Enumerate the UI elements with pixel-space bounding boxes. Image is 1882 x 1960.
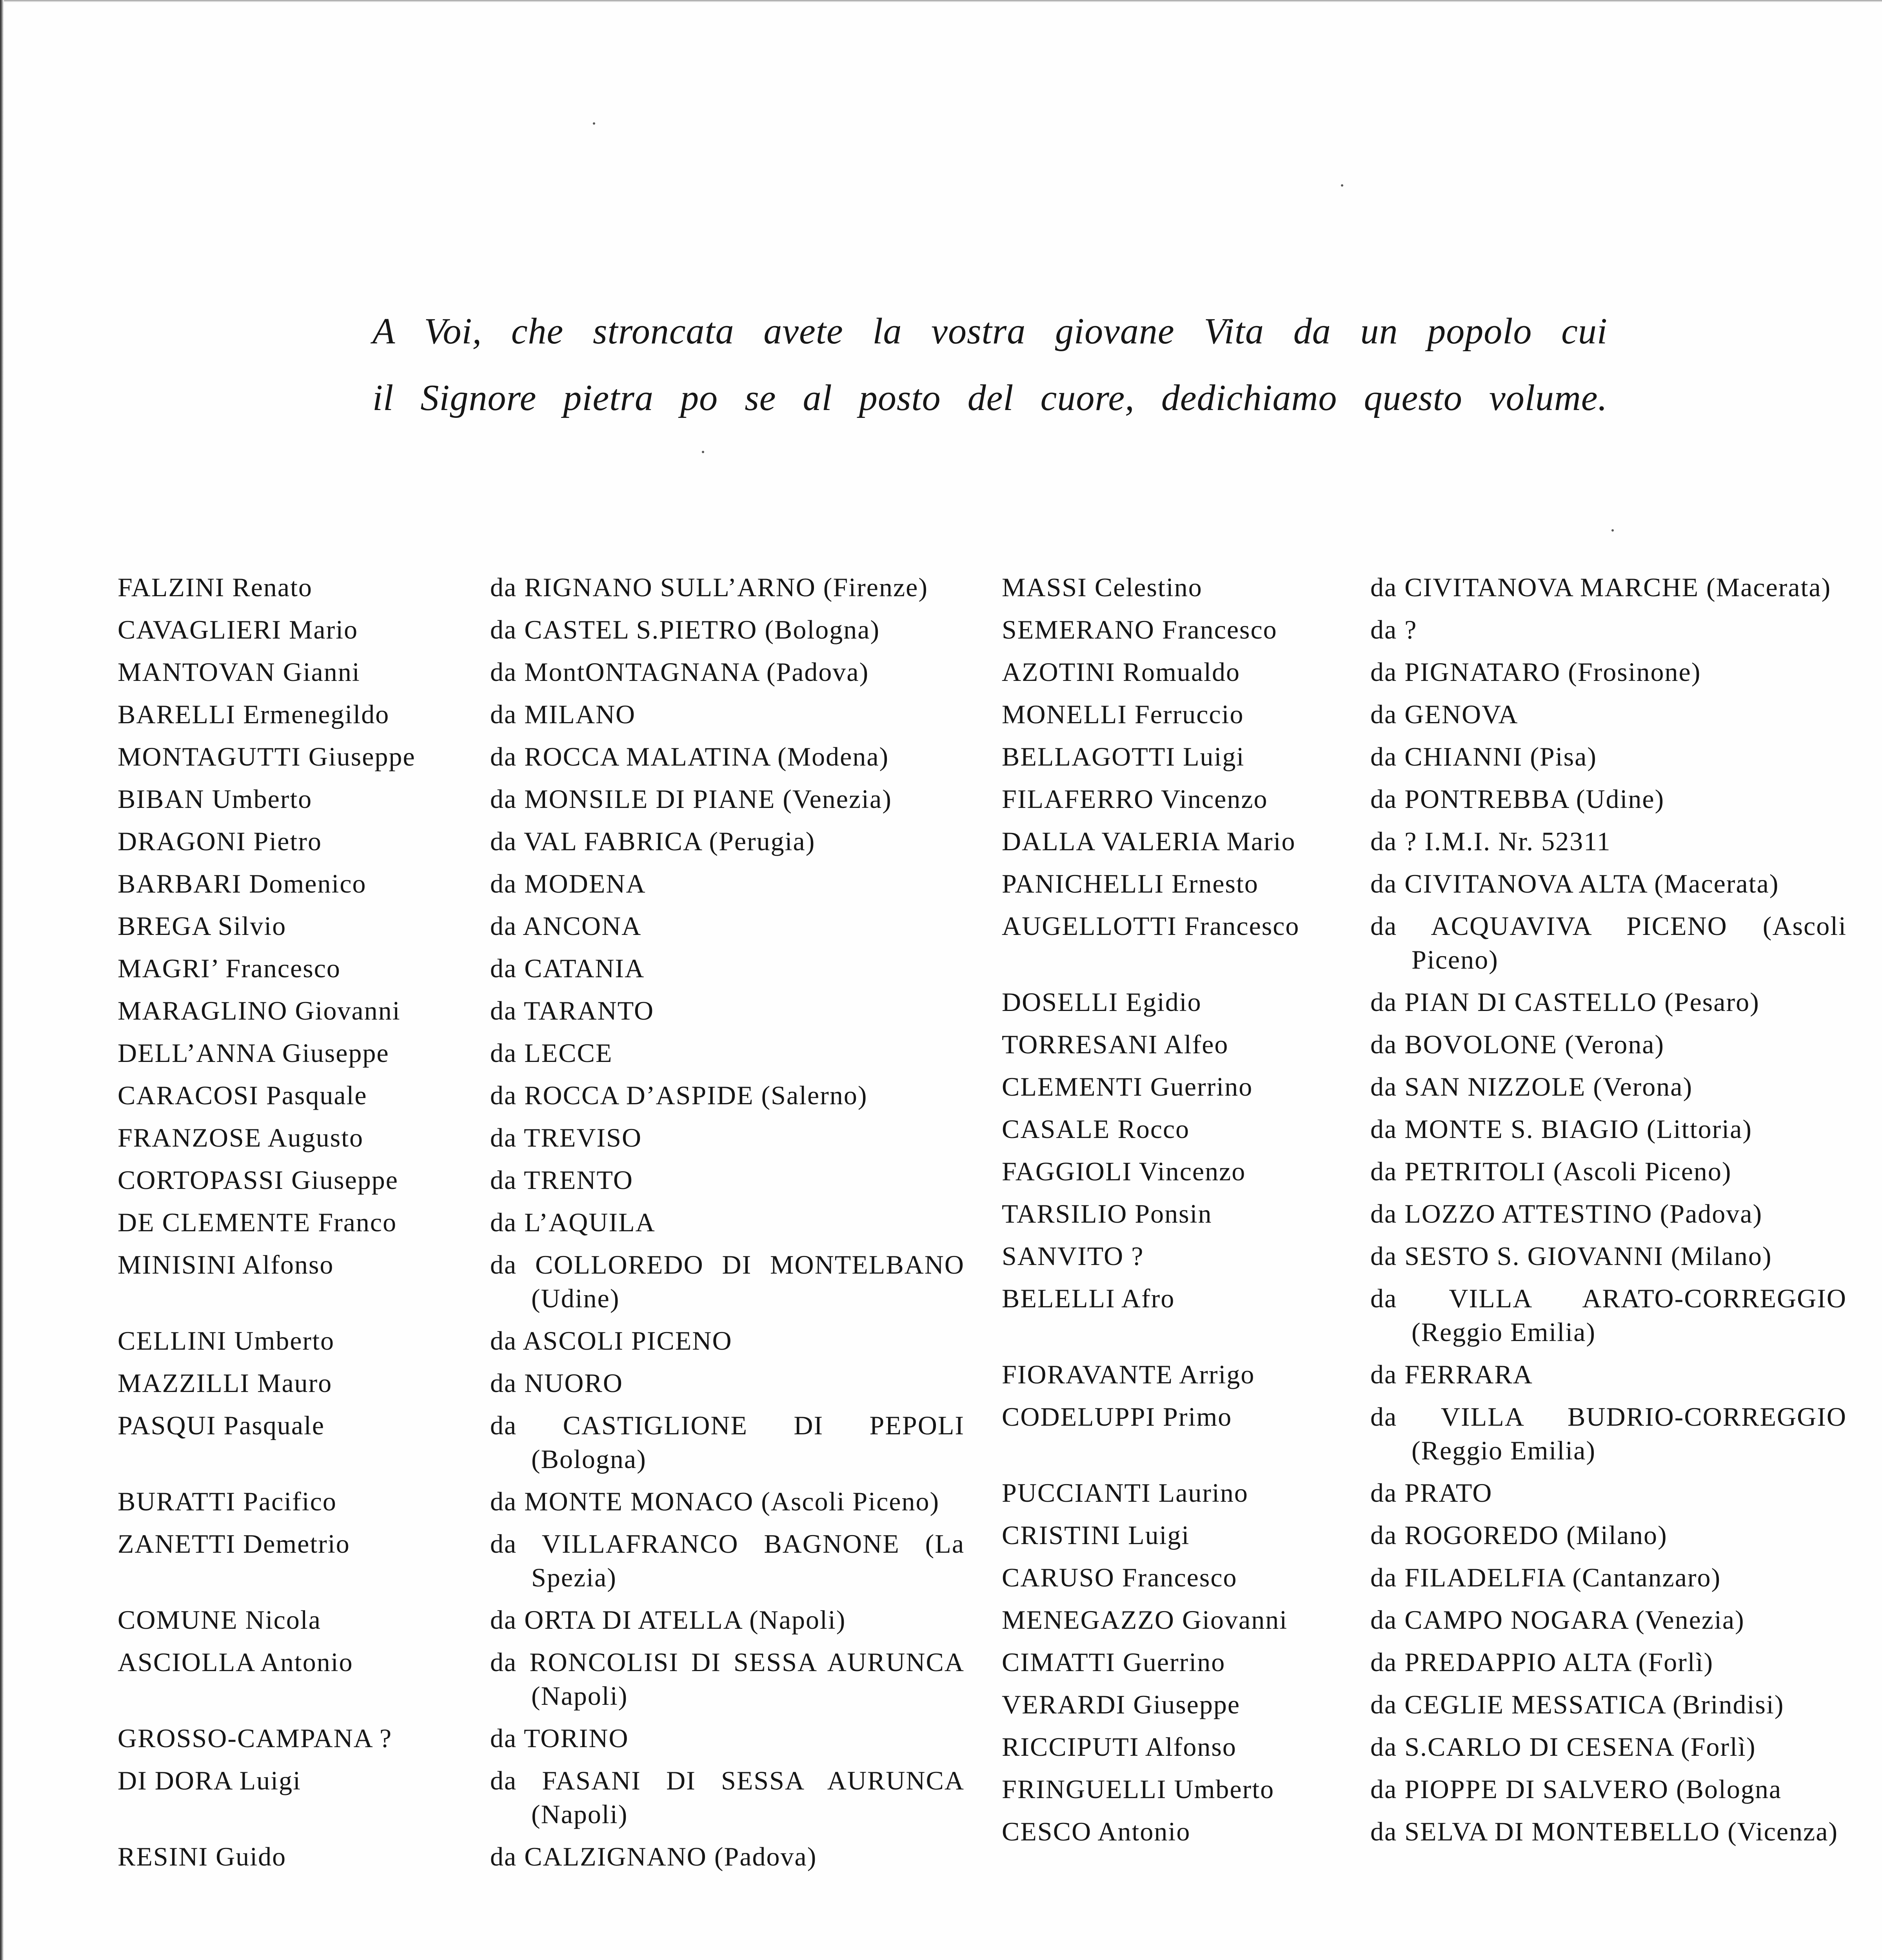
person-name: MAGRI’ Francesco <box>118 953 341 983</box>
person-name: DRAGONI Pietro <box>118 826 322 856</box>
hometown <box>490 951 965 985</box>
place-name: CIVITANOVA MARCHE (Macerata) <box>1404 572 1831 602</box>
list-entry <box>118 1603 965 1637</box>
hometown <box>490 1163 965 1197</box>
hometown <box>490 1324 965 1357</box>
hometown <box>490 994 965 1027</box>
list-entry <box>118 782 965 816</box>
from-word: da <box>1370 742 1397 771</box>
list-entry <box>118 1645 965 1713</box>
person-name: BARELLI Ermenegildo <box>118 699 390 729</box>
left-name-list <box>118 570 965 1882</box>
hometown <box>490 1527 965 1594</box>
from-word: da <box>490 1080 517 1110</box>
place-name: SESTO S. GIOVANNI (Milano) <box>1404 1241 1772 1271</box>
from-word: da <box>490 699 517 729</box>
list-entry <box>118 1248 965 1315</box>
scan-edge-left <box>0 0 4 1960</box>
dedication <box>372 298 1608 431</box>
hometown <box>490 697 965 731</box>
person-name: PUCCIANTI Laurino <box>1002 1478 1248 1508</box>
person-name: MARAGLINO Giovanni <box>118 996 401 1025</box>
list-entry <box>1002 985 1847 1019</box>
place-name: S.CARLO DI CESENA (Forlì) <box>1404 1732 1756 1762</box>
place-name: MONTE S. BIAGIO (Littoria) <box>1404 1114 1752 1144</box>
hometown <box>490 655 965 689</box>
scan-edge-top <box>0 0 1882 2</box>
person-name: FIORAVANTE Arrigo <box>1002 1359 1255 1389</box>
from-word: da <box>490 1207 517 1237</box>
list-entry <box>1002 1197 1847 1230</box>
hometown <box>1370 740 1847 773</box>
from-word: da <box>490 1723 517 1753</box>
from-word: da <box>490 1038 517 1068</box>
from-word: da <box>490 742 517 771</box>
hometown <box>1370 655 1847 689</box>
list-entry <box>118 824 965 858</box>
from-word: da <box>490 657 517 687</box>
list-entry <box>1002 697 1847 731</box>
from-word: da <box>1370 1478 1397 1508</box>
list-entry <box>1002 1815 1847 1848</box>
hometown <box>490 909 965 943</box>
person-name: RESINI Guido <box>118 1842 287 1871</box>
hometown <box>490 824 965 858</box>
person-name: SANVITO ? <box>1002 1241 1144 1271</box>
place-name: RIGNANO SULL’ARNO (Firenze) <box>524 572 928 602</box>
person-name: MASSI Celestino <box>1002 572 1203 602</box>
from-word: da <box>1370 1732 1397 1762</box>
person-name: GROSSO-CAMPANA ? <box>118 1723 392 1753</box>
place-name: COLLOREDO DI MONTELBANO (Udine) <box>531 1250 965 1313</box>
list-entry <box>118 1527 965 1594</box>
person-name: DOSELLI Egidio <box>1002 987 1202 1017</box>
hometown <box>1370 1070 1847 1103</box>
list-entry <box>118 740 965 773</box>
list-entry <box>1002 782 1847 816</box>
list-entry <box>1002 1518 1847 1552</box>
from-word: da <box>1370 1241 1397 1271</box>
place-name: PONTREBBA (Udine) <box>1404 784 1665 814</box>
from-word: da <box>490 911 517 941</box>
hometown <box>1370 1027 1847 1061</box>
hometown <box>490 1764 965 1831</box>
person-name: CESCO Antonio <box>1002 1817 1191 1846</box>
from-word: da <box>490 869 517 898</box>
hometown <box>1370 1154 1847 1188</box>
person-name: BELLAGOTTI Luigi <box>1002 742 1245 771</box>
list-entry <box>1002 740 1847 773</box>
person-name: TARSILIO Ponsin <box>1002 1199 1212 1229</box>
hometown <box>1370 1730 1847 1764</box>
person-name: MONELLI Ferruccio <box>1002 699 1244 729</box>
hometown <box>1370 613 1847 646</box>
hometown <box>1370 909 1847 976</box>
list-entry <box>1002 1561 1847 1594</box>
list-entry <box>1002 1154 1847 1188</box>
from-word: da <box>1370 1156 1397 1186</box>
list-entry <box>1002 1070 1847 1103</box>
place-name: CASTIGLIONE DI PEPOLI (Bologna) <box>531 1410 965 1474</box>
list-entry <box>1002 613 1847 646</box>
place-name: TRENTO <box>523 1165 633 1195</box>
place-name: ACQUAVIVA PICENO (Ascoli Piceno) <box>1412 911 1847 975</box>
person-name: SEMERANO Francesco <box>1002 615 1277 644</box>
place-name: LOZZO ATTESTINO (Padova) <box>1404 1199 1763 1229</box>
from-word: da <box>1370 1690 1397 1719</box>
from-word: da <box>1370 1647 1397 1677</box>
from-word: da <box>1370 1114 1397 1144</box>
person-name: CARUSO Francesco <box>1002 1563 1237 1592</box>
from-word: da <box>1370 1199 1397 1229</box>
from-word: da <box>490 826 517 856</box>
hometown <box>490 782 965 816</box>
hometown <box>490 1036 965 1070</box>
place-name: LECCE <box>524 1038 613 1068</box>
hometown <box>1370 1476 1847 1510</box>
list-entry <box>1002 1400 1847 1467</box>
place-name: PIOPPE DI SALVERO (Bologna <box>1404 1774 1782 1804</box>
person-name: PASQUI Pasquale <box>118 1410 325 1440</box>
from-word: da <box>490 1766 517 1795</box>
list-entry <box>118 1366 965 1400</box>
hometown <box>490 1078 965 1112</box>
place-name: MODENA <box>524 869 646 898</box>
hometown <box>490 1121 965 1154</box>
list-entry <box>118 1036 965 1070</box>
person-name: DALLA VALERIA Mario <box>1002 826 1296 856</box>
list-entry <box>118 1121 965 1154</box>
person-name: DE CLEMENTE Franco <box>118 1207 397 1237</box>
person-name: CARACOSI Pasquale <box>118 1080 367 1110</box>
list-entry <box>1002 1357 1847 1391</box>
list-entry <box>1002 867 1847 900</box>
place-name: ? I.M.I. Nr. 52311 <box>1404 826 1611 856</box>
place-name: CIVITANOVA ALTA (Macerata) <box>1404 869 1779 898</box>
hometown <box>490 1485 965 1518</box>
from-word: da <box>1370 1072 1397 1102</box>
person-name: MAZZILLI Mauro <box>118 1368 332 1398</box>
person-name: MENEGAZZO Giovanni <box>1002 1605 1288 1635</box>
person-name: FALZINI Renato <box>118 572 312 602</box>
place-name: MILANO <box>524 699 636 729</box>
list-entry <box>1002 1772 1847 1806</box>
list-entry <box>1002 655 1847 689</box>
from-word: da <box>1370 1283 1397 1313</box>
list-entry <box>1002 909 1847 976</box>
hometown <box>1370 985 1847 1019</box>
place-name: PREDAPPIO ALTA (Forlì) <box>1404 1647 1714 1677</box>
place-name: TORINO <box>523 1723 629 1753</box>
from-word: da <box>1370 615 1397 644</box>
list-entry <box>1002 1688 1847 1721</box>
list-entry <box>118 570 965 604</box>
from-word: da <box>1370 657 1397 687</box>
place-name: ? <box>1404 615 1417 644</box>
from-word: da <box>490 1165 517 1195</box>
place-name: GENOVA <box>1404 699 1519 729</box>
place-name: PETRITOLI (Ascoli Piceno) <box>1404 1156 1732 1186</box>
person-name: COMUNE Nicola <box>118 1605 321 1635</box>
person-name: MONTAGUTTI Giuseppe <box>118 742 416 771</box>
scan-speck <box>1341 184 1343 187</box>
dedication-line-1: A Voi, che stroncata avete la vostra giovane Vita da un popolo cui <box>372 311 1608 352</box>
place-name: ROCCA D’ASPIDE (Salerno) <box>524 1080 868 1110</box>
person-name: FRINGUELLI Umberto <box>1002 1774 1275 1804</box>
place-name: SAN NIZZOLE (Verona) <box>1404 1072 1693 1102</box>
from-word: da <box>1370 699 1397 729</box>
person-name: ZANETTI Demetrio <box>118 1529 350 1559</box>
from-word: da <box>490 1123 517 1152</box>
list-entry <box>1002 1239 1847 1273</box>
place-name: NUORO <box>524 1368 623 1398</box>
from-word: da <box>1370 826 1397 856</box>
hometown <box>490 1645 965 1713</box>
from-word: da <box>1370 1817 1397 1846</box>
list-entry <box>1002 1281 1847 1349</box>
from-word: da <box>490 1605 517 1635</box>
person-name: AUGELLOTTI Francesco <box>1002 911 1300 941</box>
place-name: MONSILE DI PIANE (Venezia) <box>524 784 892 814</box>
hometown <box>490 1248 965 1315</box>
dedication-line-2: il Signore pietra po se al posto del cuore, dedichiamo questo volume. <box>372 377 1608 418</box>
person-name: BARBARI Domenico <box>118 869 367 898</box>
person-name: DI DORA Luigi <box>118 1766 301 1795</box>
list-entry <box>118 697 965 731</box>
hometown <box>1370 570 1847 604</box>
from-word: da <box>490 996 517 1025</box>
person-name: CIMATTI Guerrino <box>1002 1647 1226 1677</box>
place-name: CHIANNI (Pisa) <box>1404 742 1597 771</box>
place-name: VILLAFRANCO BAGNONE (La Spezia) <box>531 1529 965 1592</box>
list-entry <box>118 867 965 900</box>
hometown <box>1370 1561 1847 1594</box>
list-entry <box>118 994 965 1027</box>
hometown <box>490 1603 965 1637</box>
person-name: BURATTI Pacifico <box>118 1486 337 1516</box>
from-word: da <box>1370 911 1397 941</box>
from-word: da <box>1370 784 1397 814</box>
from-word: da <box>490 572 517 602</box>
scan-speck <box>702 451 704 453</box>
person-name: CAVAGLIERI Mario <box>118 615 358 644</box>
hometown <box>1370 1239 1847 1273</box>
person-name: BELELLI Afro <box>1002 1283 1175 1313</box>
hometown <box>1370 1688 1847 1721</box>
from-word: da <box>490 1647 517 1677</box>
place-name: PIAN DI CASTELLO (Pesaro) <box>1404 987 1760 1017</box>
hometown <box>1370 1645 1847 1679</box>
hometown <box>1370 697 1847 731</box>
from-word: da <box>1370 869 1397 898</box>
person-name: FRANZOSE Augusto <box>118 1123 364 1152</box>
list-entry <box>118 1408 965 1476</box>
from-word: da <box>490 953 517 983</box>
person-name: MANTOVAN Gianni <box>118 657 360 687</box>
from-word: da <box>490 1326 517 1356</box>
list-entry <box>118 909 965 943</box>
place-name: VILLA ARATO-CORREGGIO (Reggio Emilia) <box>1412 1283 1847 1347</box>
person-name: DELL’ANNA Giuseppe <box>118 1038 389 1068</box>
hometown <box>490 1721 965 1755</box>
from-word: da <box>490 1368 517 1398</box>
list-entry <box>118 1163 965 1197</box>
place-name: PIGNATARO (Frosinone) <box>1404 657 1701 687</box>
list-entry <box>1002 1730 1847 1764</box>
place-name: CASTEL S.PIETRO (Bologna) <box>524 615 880 644</box>
person-name: PANICHELLI Ernesto <box>1002 869 1259 898</box>
hometown <box>490 1840 965 1873</box>
place-name: FASANI DI SESSA AURUNCA (Napoli) <box>531 1766 965 1829</box>
from-word: da <box>1370 987 1397 1017</box>
from-word: da <box>490 615 517 644</box>
from-word: da <box>1370 1520 1397 1550</box>
list-entry <box>1002 824 1847 858</box>
hometown <box>1370 1815 1847 1848</box>
hometown <box>1370 867 1847 900</box>
hometown <box>1370 824 1847 858</box>
person-name: BREGA Silvio <box>118 911 287 941</box>
place-name: CATANIA <box>524 953 645 983</box>
person-name: CORTOPASSI Giuseppe <box>118 1165 398 1195</box>
hometown <box>1370 1112 1847 1146</box>
place-name: MontONTAGNANA (Padova) <box>524 657 869 687</box>
from-word: da <box>490 1250 517 1279</box>
list-entry <box>118 655 965 689</box>
hometown <box>490 740 965 773</box>
person-name: CLEMENTI Guerrino <box>1002 1072 1253 1102</box>
list-entry <box>1002 1476 1847 1510</box>
place-name: RONCOLISI DI SESSA AURUNCA (Napoli) <box>529 1647 965 1711</box>
hometown <box>1370 1518 1847 1552</box>
list-entry <box>1002 570 1847 604</box>
from-word: da <box>490 1410 517 1440</box>
person-name: CASALE Rocco <box>1002 1114 1190 1144</box>
person-name: CELLINI Umberto <box>118 1326 335 1356</box>
place-name: ANCONA <box>523 911 642 941</box>
place-name: CAMPO NOGARA (Venezia) <box>1404 1605 1745 1635</box>
person-name: CRISTINI Luigi <box>1002 1520 1190 1550</box>
hometown <box>1370 1603 1847 1637</box>
from-word: da <box>1370 1605 1397 1635</box>
person-name: FAGGIOLI Vincenzo <box>1002 1156 1246 1186</box>
scan-speck <box>1611 529 1614 532</box>
place-name: BOVOLONE (Verona) <box>1404 1029 1665 1059</box>
place-name: ROCCA MALATINA (Modena) <box>524 742 889 771</box>
hometown <box>490 1366 965 1400</box>
person-name: BIBAN Umberto <box>118 784 312 814</box>
from-word: da <box>1370 1774 1397 1804</box>
person-name: FILAFERRO Vincenzo <box>1002 784 1268 814</box>
hometown <box>1370 782 1847 816</box>
hometown <box>1370 1197 1847 1230</box>
list-entry <box>1002 1645 1847 1679</box>
list-entry <box>118 1078 965 1112</box>
person-name: AZOTINI Romualdo <box>1002 657 1241 687</box>
from-word: da <box>1370 1402 1397 1432</box>
person-name: VERARDI Giuseppe <box>1002 1690 1241 1719</box>
list-entry <box>118 951 965 985</box>
from-word: da <box>1370 1359 1397 1389</box>
place-name: MONTE MONACO (Ascoli Piceno) <box>524 1486 940 1516</box>
place-name: PRATO <box>1404 1478 1493 1508</box>
from-word: da <box>490 1486 517 1516</box>
list-entry <box>118 1840 965 1873</box>
right-name-list <box>1002 570 1847 1857</box>
hometown <box>490 613 965 646</box>
place-name: FERRARA <box>1404 1359 1533 1389</box>
place-name: CEGLIE MESSATICA (Brindisi) <box>1404 1690 1784 1719</box>
from-word: da <box>490 1842 517 1871</box>
place-name: FILADELFIA (Cantanzaro) <box>1404 1563 1721 1592</box>
place-name: CALZIGNANO (Padova) <box>524 1842 817 1871</box>
person-name: MINISINI Alfonso <box>118 1250 334 1279</box>
list-entry <box>1002 1112 1847 1146</box>
list-entry <box>118 613 965 646</box>
list-entry <box>1002 1603 1847 1637</box>
scan-speck <box>593 122 595 125</box>
list-entry <box>1002 1027 1847 1061</box>
from-word: da <box>490 1529 517 1559</box>
place-name: TARANTO <box>523 996 654 1025</box>
list-entry <box>118 1764 965 1831</box>
place-name: TREVISO <box>523 1123 642 1152</box>
list-entry <box>118 1485 965 1518</box>
place-name: SELVA DI MONTEBELLO (Vicenza) <box>1404 1817 1838 1846</box>
hometown <box>490 867 965 900</box>
from-word: da <box>1370 1029 1397 1059</box>
from-word: da <box>1370 1563 1397 1592</box>
from-word: da <box>1370 572 1397 602</box>
hometown <box>490 1408 965 1476</box>
place-name: VILLA BUDRIO-CORREGGIO (Reggio Emilia) <box>1412 1402 1847 1465</box>
from-word: da <box>490 784 517 814</box>
hometown <box>1370 1281 1847 1349</box>
place-name: ASCOLI PICENO <box>523 1326 732 1356</box>
list-entry <box>118 1205 965 1239</box>
hometown <box>1370 1772 1847 1806</box>
person-name: ASCIOLLA Antonio <box>118 1647 353 1677</box>
person-name: RICCIPUTI Alfonso <box>1002 1732 1237 1762</box>
list-entry <box>118 1324 965 1357</box>
hometown <box>1370 1400 1847 1467</box>
hometown <box>490 1205 965 1239</box>
list-entry <box>118 1721 965 1755</box>
hometown <box>490 570 965 604</box>
place-name: ROGOREDO (Milano) <box>1404 1520 1668 1550</box>
person-name: CODELUPPI Primo <box>1002 1402 1232 1432</box>
place-name: L’AQUILA <box>524 1207 656 1237</box>
place-name: ORTA DI ATELLA (Napoli) <box>524 1605 846 1635</box>
place-name: VAL FABRICA (Perugia) <box>523 826 816 856</box>
person-name: TORRESANI Alfeo <box>1002 1029 1229 1059</box>
hometown <box>1370 1357 1847 1391</box>
